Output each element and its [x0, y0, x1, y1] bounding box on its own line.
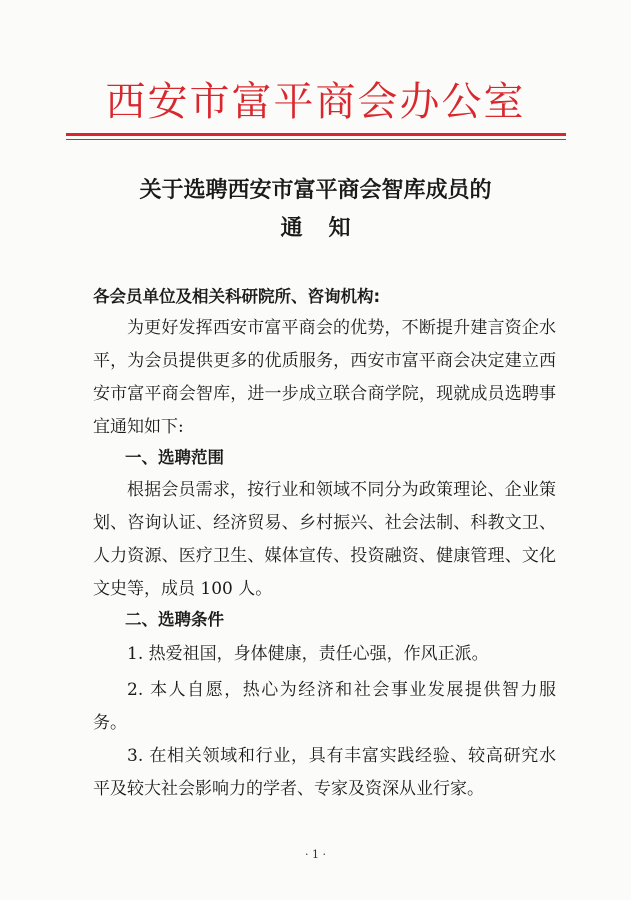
letterhead-rule-thick [66, 133, 566, 136]
section2-heading: 二、选聘条件 [125, 610, 224, 629]
intro-paragraph: 为更好发挥西安市富平商会的优势，不断提升建言资企水平，为会员提供更多的优质服务，西安市富平商会决定建立西安市富平商会智库，进一步成立联合商学院，现就成员选聘事宜通知如下: [93, 318, 556, 437]
letterhead-org-name: 西安市富平商会办公室 [105, 79, 526, 125]
section1-body: 根据会员需求，按行业和领域不同分为政策理论、企业策划、咨询认证、经济贸易、乡村振兴、社会法制、科教文卫、人力资源、医疗卫生、媒体宣传、投资融资、健康管理、文化文史等，成员 100 人。 [93, 480, 556, 599]
section1-heading: 一、选聘范围 [125, 448, 224, 467]
page-number: · 1 · [305, 848, 326, 861]
condition-item-2: 2. 本人自愿，热心为经济和社会事业发展提供智力服务。 [93, 680, 556, 733]
letterhead-rule-thin [66, 139, 566, 140]
notice-title-line1: 关于选聘西安市富平商会智库成员的 [139, 177, 492, 203]
notice-title-line2: 通知 [280, 215, 377, 241]
salutation: 各会员单位及相关科研院所、咨询机构: [93, 287, 381, 306]
condition-item-3: 3. 在相关领域和行业，具有丰富实践经验、较高研究水平及较大社会影响力的学者、专家及资深从业行家。 [93, 746, 556, 799]
condition-item-1: 1. 热爱祖国，身体健康，责任心强，作风正派。 [127, 644, 489, 664]
